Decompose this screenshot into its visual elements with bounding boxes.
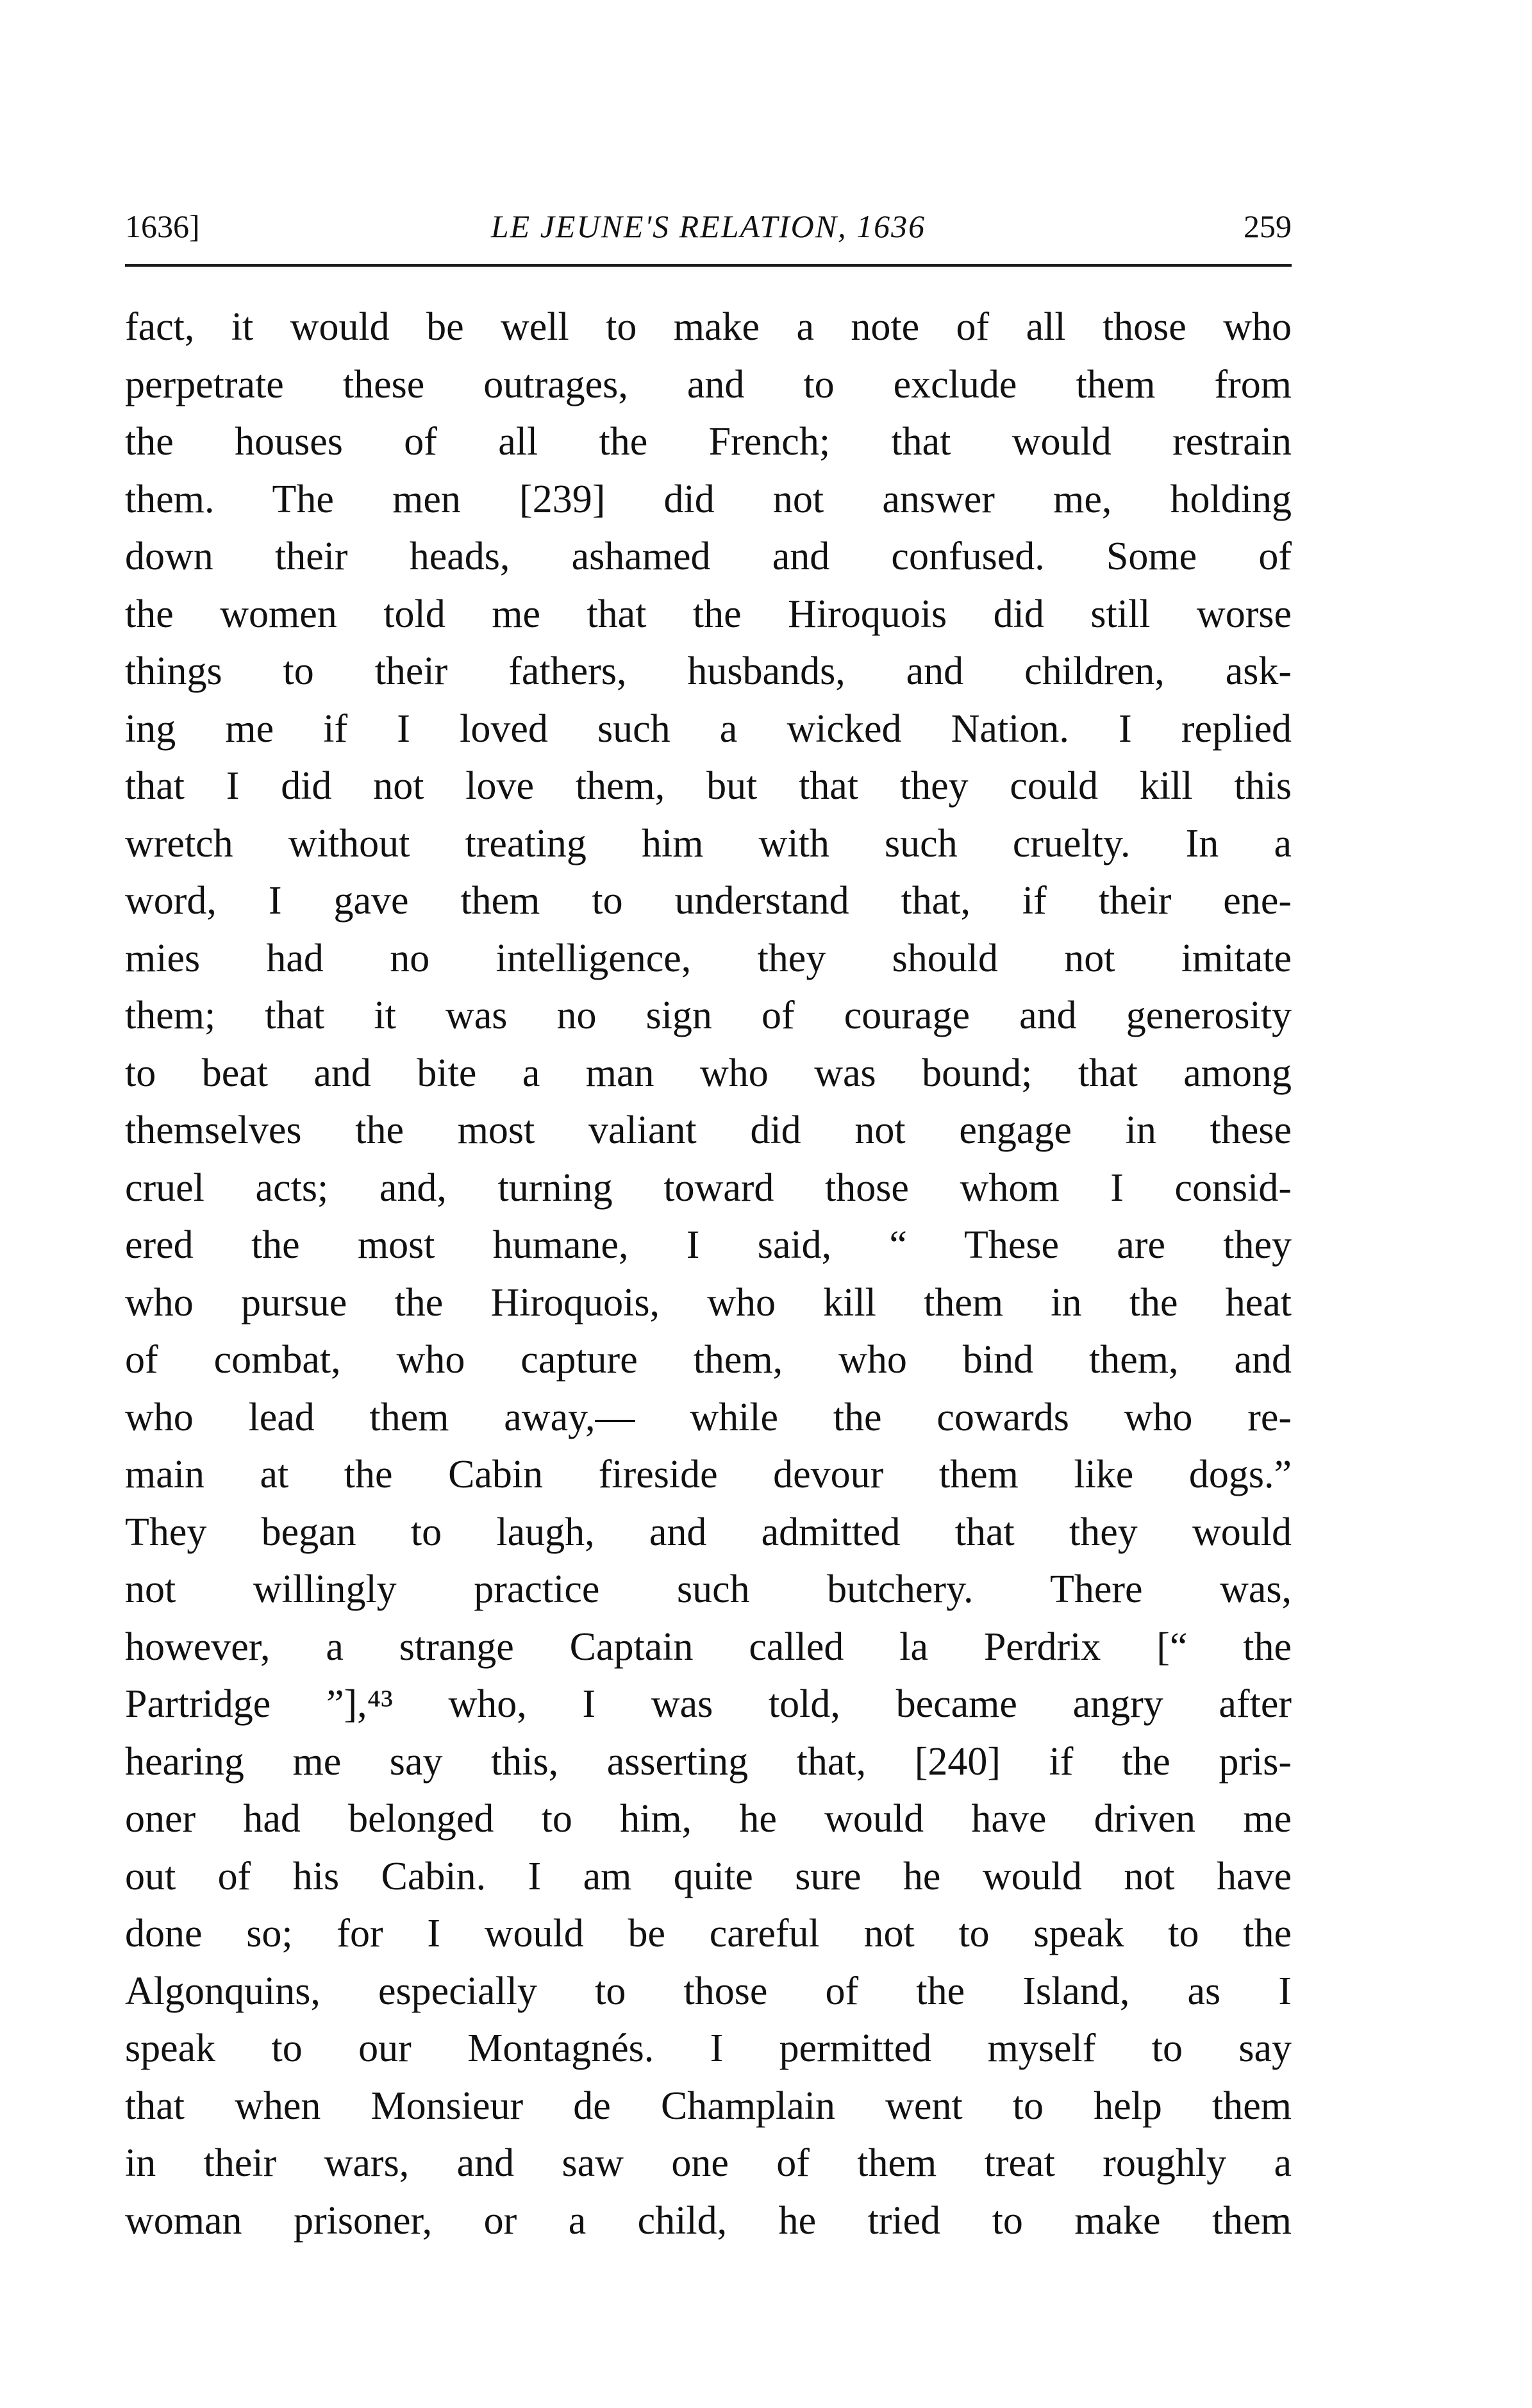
header-year: 1636]	[125, 208, 200, 244]
text-line: in their wars, and saw one of them treat roughly a	[125, 2141, 1292, 2185]
text-line: speak to our Montagnés. I permitted myself to say	[125, 2027, 1292, 2070]
text-line: them. The men [239] did not answer me, holding	[125, 477, 1292, 521]
running-header	[125, 204, 1292, 249]
text-line: Partridge ”],⁴³ who, I was told, became angry after	[125, 1682, 1292, 1726]
text-line: who pursue the Hiroquois, who kill them in the heat	[125, 1280, 1292, 1325]
text-line: perpetrate these outrages, and to exclude them from	[125, 362, 1292, 406]
text-line: themselves the most valiant did not engage in these	[125, 1108, 1292, 1152]
text-line: Algonquins, especially to those of the Island, as I	[125, 1969, 1292, 2013]
text-line: down their heads, ashamed and confused. Some of	[125, 535, 1292, 578]
body-text	[125, 299, 1292, 2250]
text-line: main at the Cabin fireside devour them like dogs.”	[125, 1453, 1292, 1496]
text-line: that when Monsieur de Champlain went to help them	[125, 2084, 1292, 2128]
text-line: who lead them away,— while the cowards who re-	[125, 1395, 1292, 1439]
text-line: that I did not love them, but that they could kill this	[125, 764, 1292, 808]
text-line: oner had belonged to him, he would have driven me	[125, 1797, 1292, 1841]
text-line: to beat and bite a man who was bound; that among	[125, 1051, 1292, 1095]
text-line: done so; for I would be careful not to speak to the	[125, 1912, 1292, 1955]
text-line: the houses of all the French; that would restrain	[125, 420, 1292, 464]
text-line: wretch without treating him with such cruelty. In a	[125, 821, 1292, 865]
header-rule	[125, 264, 1292, 267]
text-line: hearing me say this, asserting that, [240] if the pris-	[125, 1739, 1292, 1784]
text-line: of combat, who capture them, who bind them, and	[125, 1338, 1292, 1382]
text-line: the women told me that the Hiroquois did still worse	[125, 592, 1292, 636]
page-number: 259	[1244, 208, 1292, 244]
text-line: They began to laugh, and admitted that they would	[125, 1510, 1292, 1554]
text-line: things to their fathers, husbands, and children, ask-	[125, 649, 1292, 693]
text-line: mies had no intelligence, they should not imitate	[125, 936, 1292, 980]
text-line: however, a strange Captain called la Perdrix [“ the	[125, 1625, 1292, 1669]
text-line: them; that it was no sign of courage and generosity	[125, 994, 1292, 1037]
text-line: fact, it would be well to make a note of all those who	[125, 305, 1292, 349]
text-line: not willingly practice such butchery. There was,	[125, 1568, 1292, 1611]
text-line: out of his Cabin. I am quite sure he would not have	[125, 1854, 1292, 1898]
text-line: word, I gave them to understand that, if their ene-	[125, 879, 1292, 923]
text-line: ing me if I loved such a wicked Nation. I replied	[125, 707, 1292, 751]
text-line: ered the most humane, I said, “ These are they	[125, 1223, 1292, 1267]
text-line: cruel acts; and, turning toward those whom I consid-	[125, 1166, 1292, 1210]
header-title: LE JEUNE'S RELATION, 1636	[490, 208, 926, 244]
text-line: woman prisoner, or a child, he tried to make them	[125, 2198, 1292, 2243]
